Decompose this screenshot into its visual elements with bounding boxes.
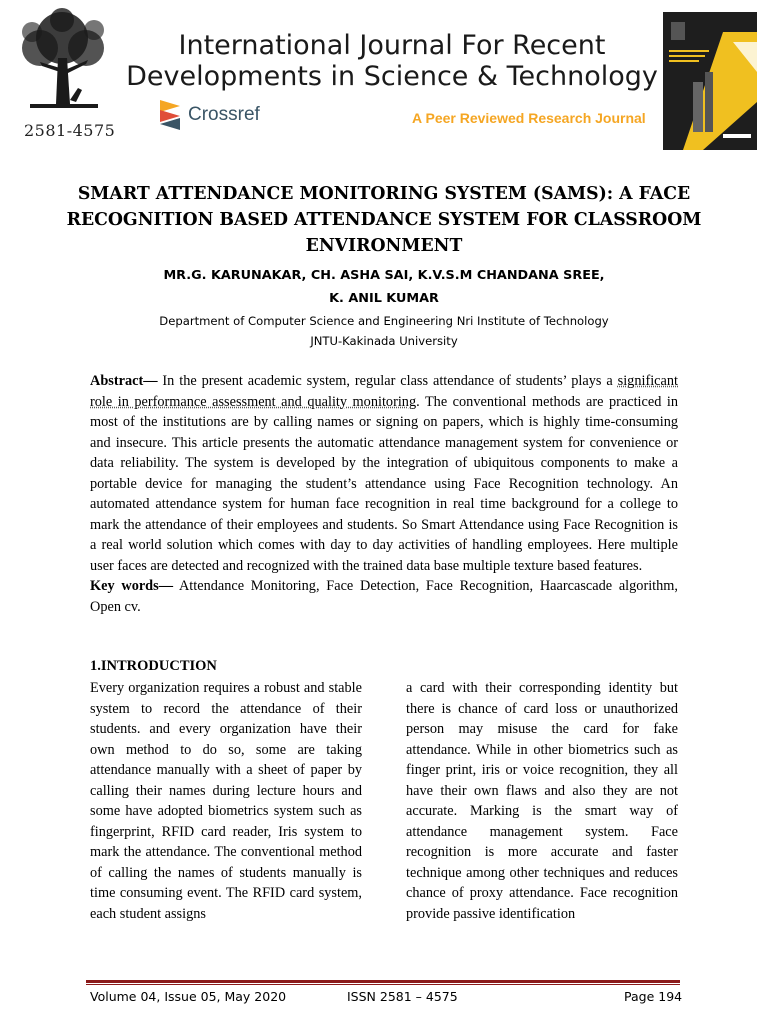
abstract-text-rest: . The conventional methods are practiced in most of the institutions are by calling names or signing on papers, which is highly time-consuming and insecure. This article presents the automatic attendance management system for convenience or data reliability. The system is developed by the integration of ubiquitous components to make a portable device for managing the student’s attendance using Face Recognition technology. An automated attendance system for human face recognition in real time background for a college to mark the attendance of their employees and students. So Smart Attendance using Face Recognition is a real world solution which comes with day to day activities of handling employees. Here multiple user faces are detected and recognized with the trained data base multiple texture based features. — [90, 393, 678, 574]
affiliation-line2: JNTU-Kakinada University — [310, 334, 458, 348]
footer-issn: ISSN 2581 – 4575 — [347, 989, 458, 1004]
introduction-right-column: a card with their corresponding identity but there is chance of card loss or unauthorized person may misuse the card for fake attendance. While in other biometrics such as finger print, iris or voice recognition, they all have their own flaws and also they are not accurate. Marking is the smart way of attendance management system. Face recognition is more accurate and faster technique among other techniques and reduces chance of proxy attendance. Face recognition provide passive identification — [406, 680, 678, 922]
crossref-label: Crossref — [188, 104, 260, 125]
abstract-label: Abstract— — [90, 373, 158, 389]
authors-line1: MR.G. KARUNAKAR, CH. ASHA SAI, K.V.S.M CHANDANA SREE, — [163, 268, 605, 283]
keywords-label: Key words— — [90, 578, 173, 594]
journal-title-line1: International Journal For Recent — [178, 30, 606, 61]
journal-cover-image — [663, 12, 757, 150]
crossref-icon — [158, 98, 182, 132]
abstract — [90, 371, 678, 617]
keywords-text: Attendance Monitoring, Face Detection, Face Recognition, Haarcascade algorithm, Open cv. — [90, 578, 678, 615]
footer-rule — [86, 980, 680, 983]
abstract-paragraph — [90, 371, 678, 576]
footer-volume: Volume 04, Issue 05, May 2020 — [90, 989, 287, 1004]
paper-title-line2: RECOGNITION BASED ATTENDANCE SYSTEM FOR CLASSROOM — [66, 210, 702, 230]
paper-title — [60, 181, 708, 259]
affiliation — [60, 311, 708, 351]
issn-logo-text: 2581-4575 — [24, 121, 116, 140]
introduction-left-column: Every organization requires a robust and stable system to record the attendance of their students. and every organization have their own method to do so, some are taking attendance manually with a sheet of paper by calling their names during lecture hours and some have adopted biometrics system such as fingerprint, RFID card reader, Iris system to mark the attendance. The conventional method of calling the names of students manually is time consuming event. The RFID card system, each student assigns — [90, 680, 362, 922]
footer-page-number: Page 194 — [624, 989, 683, 1004]
affiliation-line1: Department of Computer Science and Engineering Nri Institute of Technology — [159, 314, 609, 328]
crossref-logo — [158, 98, 260, 132]
abstract-text-start: In the present academic system, regular class attendance of students’ plays a — [157, 373, 618, 389]
peer-reviewed-tagline: A Peer Reviewed Research Journal — [412, 110, 646, 126]
abstract-text-underlined: significant role in performance assessment and quality monitoring — [90, 373, 678, 410]
authors — [60, 264, 708, 310]
paper-title-line1: SMART ATTENDANCE MONITORING SYSTEM (SAMS): A FACE — [77, 184, 691, 204]
cover-art-icon — [663, 12, 757, 150]
section-heading-introduction: 1.INTRODUCTION — [90, 658, 217, 674]
paper-title-line3: ENVIRONMENT — [305, 236, 463, 256]
footer-rule-thin — [86, 984, 680, 985]
journal-title-line2: Developments in Science & Technology — [126, 61, 658, 92]
keywords-paragraph — [90, 576, 678, 617]
journal-title — [124, 30, 660, 92]
tree-logo-icon — [10, 8, 116, 120]
authors-line2: K. ANIL KUMAR — [329, 291, 439, 306]
